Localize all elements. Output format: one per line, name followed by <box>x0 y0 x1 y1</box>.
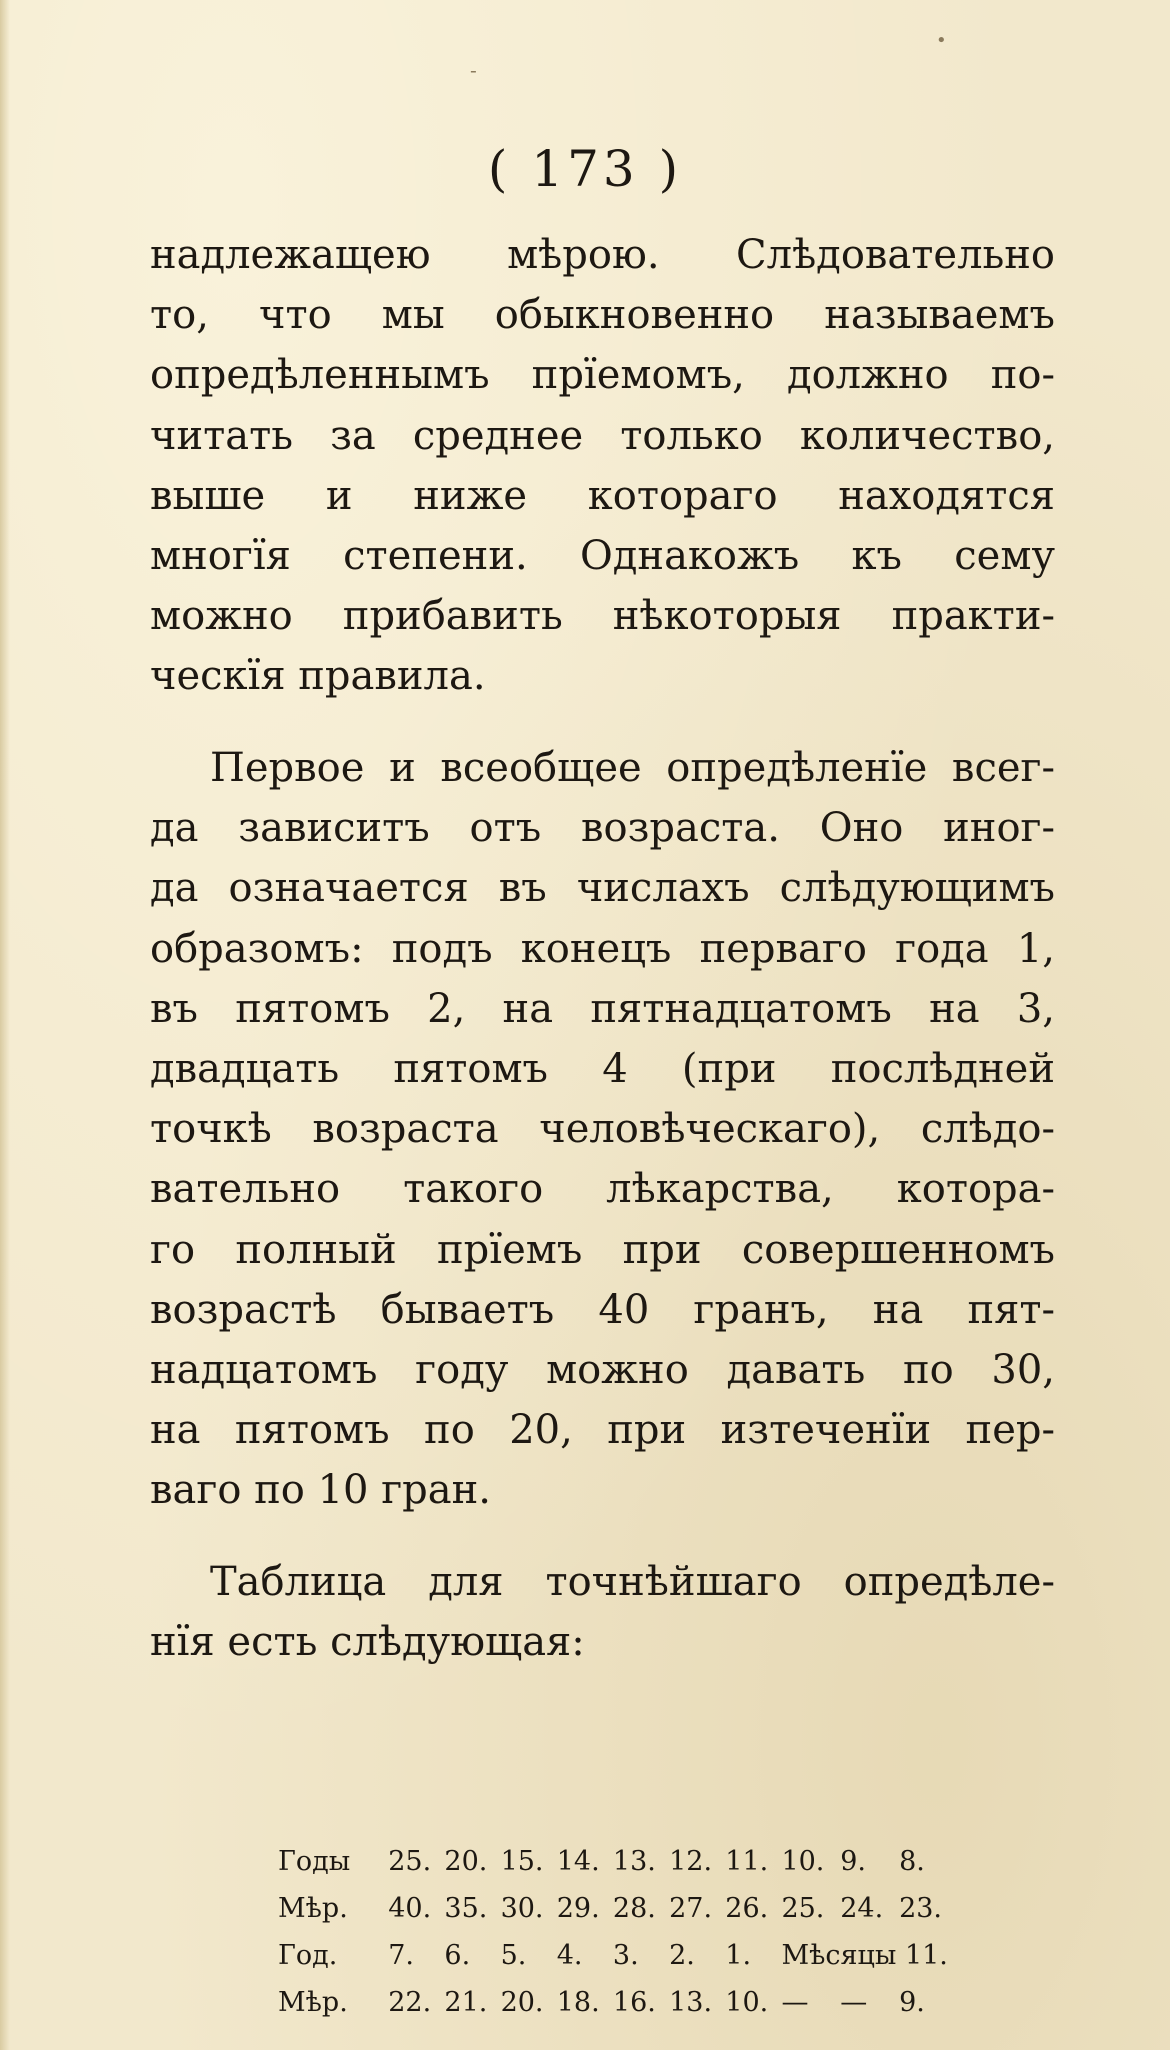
text-line: вательно такого лѣкарства, котора- <box>150 1166 1055 1213</box>
table-row <box>278 1932 958 1979</box>
text-line: выше и ниже котораго находятся <box>150 472 1055 519</box>
text-line: двадцать пятомъ 4 (при послѣдней <box>150 1045 1055 1092</box>
text-line: читать за среднее только количество, <box>150 412 1055 459</box>
row-label: Мѣр. <box>278 1987 348 2018</box>
text-line: опредѣленнымъ прїемомъ, должно по- <box>150 352 1055 399</box>
table-cell: 4. <box>556 1940 583 1971</box>
table-cell: 21. <box>444 1987 488 2018</box>
page-number: ( 173 ) <box>487 140 683 198</box>
table-cell: 14. <box>556 1846 600 1877</box>
table-cell: 27. <box>669 1893 713 1924</box>
table-cell: — <box>840 1987 868 2018</box>
table-cell: 16. <box>612 1987 656 2018</box>
table-cell: 24. <box>840 1893 884 1924</box>
table-cell: 5. <box>500 1940 527 1971</box>
table-cell: 23. <box>899 1893 943 1924</box>
text-line: можно прибавить нѣкоторыя практи- <box>150 593 1055 640</box>
table-cell: 29. <box>556 1893 600 1924</box>
table-cell: 6. <box>444 1940 471 1971</box>
text-line: возрастѣ бываетъ 40 гранъ, на пят- <box>150 1286 1055 1333</box>
table-cell: 2. <box>669 1940 695 1971</box>
table-cell: 40. <box>388 1893 432 1924</box>
table-cell: 13. <box>669 1987 713 2018</box>
text-line: образомъ: подъ конецъ перваго года 1, <box>150 925 1055 972</box>
text-line: Таблица для точнѣйшаго опредѣле- <box>210 1559 1055 1605</box>
table-row <box>278 1838 958 1885</box>
paragraph-3 <box>150 1552 1055 1672</box>
table-cell: 30. <box>500 1893 544 1924</box>
dose-table <box>278 1838 958 2026</box>
table-cell: 26. <box>725 1893 769 1924</box>
table-cell: 28. <box>612 1893 656 1924</box>
table-cell: 9. <box>899 1987 925 2018</box>
table-cell: — <box>781 1987 809 2018</box>
table-cell: 11. <box>725 1846 769 1877</box>
text-line: на пятомъ по 20, при изтеченїи пер- <box>150 1407 1055 1454</box>
table-row <box>278 1979 958 2026</box>
table-cell: 20. <box>500 1987 544 2018</box>
table-cell: 15. <box>500 1846 544 1877</box>
text-line: то, что мы обыкновенно называемъ <box>150 292 1055 339</box>
text-line: Первое и всеобщее опредѣленїе всег- <box>210 745 1055 791</box>
table-cell: 10. <box>725 1987 769 2018</box>
text-line: надцатомъ году можно давать по 30, <box>150 1346 1055 1393</box>
table-cell: 3. <box>612 1940 639 1971</box>
table-cell: 13. <box>612 1846 656 1877</box>
page-gutter-shadow <box>0 0 10 2050</box>
table-cell: Мѣсяцы 11. <box>781 1940 948 1971</box>
table-cell: 22. <box>388 1987 432 2018</box>
table-cell: 25. <box>388 1846 432 1877</box>
table-cell: 8. <box>899 1846 925 1877</box>
text-line: въ пятомъ 2, на пятнадцатомъ на 3, <box>150 985 1055 1032</box>
table-cell: 25. <box>781 1893 825 1924</box>
ink-speck: • <box>936 30 947 51</box>
row-label: Год. <box>278 1940 338 1971</box>
text-line: ческїя правила. <box>150 653 486 700</box>
text-line: го полный прїемъ при совершенномъ <box>150 1226 1055 1273</box>
table-cell: 35. <box>444 1893 488 1924</box>
table-cell: 1. <box>725 1940 752 1971</box>
table-cell: 12. <box>669 1846 713 1877</box>
text-line: ваго по 10 гран. <box>150 1467 491 1514</box>
paragraph-2 <box>150 738 1055 1520</box>
table-row <box>278 1885 958 1932</box>
table-cell: 9. <box>840 1846 867 1877</box>
text-line: многїя степени. Однакожъ къ сему <box>150 532 1055 579</box>
table-cell: 7. <box>388 1940 414 1971</box>
paragraph-1 <box>150 225 1055 707</box>
table-cell: 18. <box>556 1987 600 2018</box>
text-line: да означается въ числахъ слѣдующимъ <box>150 865 1055 912</box>
text-line: надлежащею мѣрою. Слѣдовательно <box>150 232 1055 278</box>
ink-speck: - <box>470 58 477 82</box>
row-label: Годы <box>278 1846 351 1877</box>
text-line: точкѣ возраста человѣческаго), слѣдо- <box>150 1106 1055 1153</box>
text-line: нїя есть слѣдующая: <box>150 1619 585 1666</box>
row-label: Мѣр. <box>278 1893 348 1924</box>
table-cell: 20. <box>444 1846 488 1877</box>
text-line: да зависитъ отъ возраста. Оно иног- <box>150 805 1055 852</box>
table-cell: 10. <box>781 1846 825 1877</box>
